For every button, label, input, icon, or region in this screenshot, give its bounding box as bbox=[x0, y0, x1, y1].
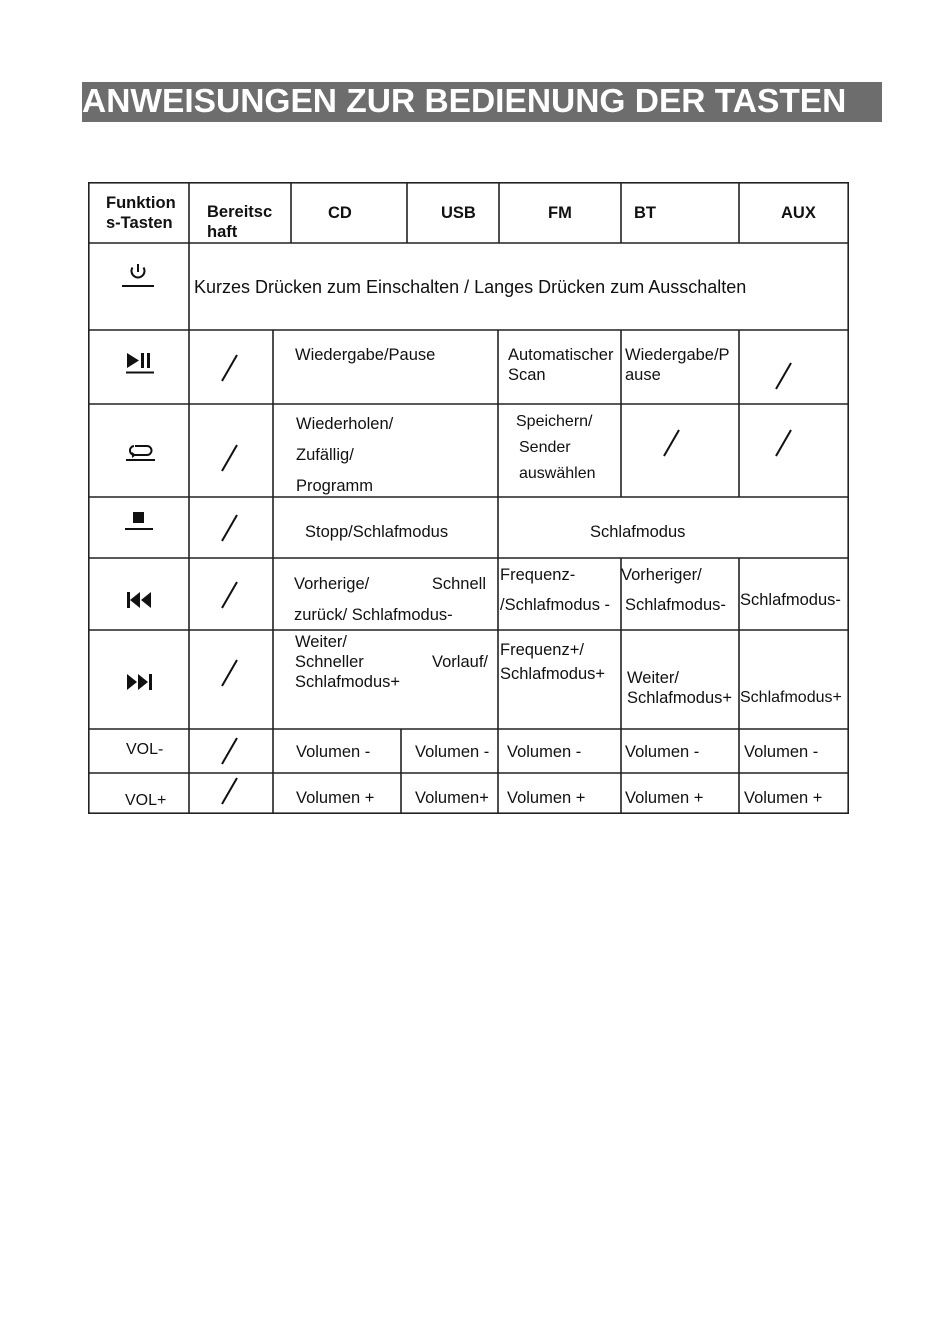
standby-na-next bbox=[220, 659, 240, 692]
play-bt-line2: ause bbox=[625, 366, 661, 384]
header-bt: BT bbox=[634, 204, 656, 222]
bt-na-repeat bbox=[662, 429, 682, 462]
prev-cd-usb bbox=[294, 569, 486, 631]
title-bar bbox=[82, 82, 882, 122]
repeat-fm bbox=[516, 409, 596, 487]
standby-na-prev bbox=[220, 581, 240, 614]
standby-na-vol-plus bbox=[220, 777, 240, 810]
header-standby-line2: haft bbox=[207, 223, 238, 241]
standby-na-stop bbox=[220, 514, 240, 547]
function-table bbox=[88, 182, 849, 814]
header-aux: AUX bbox=[781, 204, 816, 222]
header-function-keys bbox=[106, 193, 176, 233]
vol-minus-label: VOL- bbox=[126, 741, 164, 758]
prev-fm-line1: Frequenz- bbox=[500, 566, 576, 584]
vol-plus-aux: Volumen + bbox=[744, 789, 823, 807]
header-usb: USB bbox=[441, 204, 476, 222]
aux-na-repeat bbox=[774, 429, 794, 462]
prev-cd-usb-line1 bbox=[294, 569, 486, 600]
next-fm bbox=[500, 638, 605, 686]
slash-mark bbox=[220, 354, 240, 382]
vol-plus-cd: Volumen + bbox=[296, 789, 375, 807]
slash-mark bbox=[662, 429, 682, 457]
aux-na-play bbox=[774, 362, 794, 395]
repeat-fm-line1: Speichern/ bbox=[516, 413, 593, 430]
header-cd: CD bbox=[328, 204, 352, 222]
play-bt bbox=[625, 345, 730, 385]
next-cd-usb-line1: Weiter/ bbox=[295, 633, 347, 651]
vol-plus-fm: Volumen + bbox=[507, 789, 586, 807]
power-description: Kurzes Drücken zum Einschalten / Langes Drücken zum Ausschalten bbox=[194, 277, 747, 297]
prev-bt-line2: Schlafmodus- bbox=[625, 596, 726, 614]
repeat-cd-usb-line3: Programm bbox=[296, 477, 374, 495]
prev-bt bbox=[621, 560, 726, 620]
vol-minus-usb: Volumen - bbox=[415, 743, 490, 761]
slash-mark bbox=[220, 737, 240, 765]
standby-na-vol-minus bbox=[220, 737, 240, 770]
vol-minus-aux: Volumen - bbox=[744, 743, 819, 761]
slash-mark bbox=[220, 514, 240, 542]
next-fm-line2: Schlafmodus+ bbox=[500, 665, 606, 683]
header-function-keys-line1: Funktion bbox=[106, 194, 176, 212]
repeat-fm-line2: Sender bbox=[519, 439, 571, 456]
slash-mark bbox=[220, 659, 240, 687]
standby-na-repeat bbox=[220, 444, 240, 477]
repeat-icon bbox=[126, 443, 156, 463]
vol-plus-bt: Volumen + bbox=[625, 789, 704, 807]
stop-fm-bt-aux: Schlafmodus bbox=[590, 523, 686, 541]
slash-mark bbox=[220, 444, 240, 472]
stop-icon bbox=[124, 511, 154, 533]
prev-fm-line2: /Schlafmodus - bbox=[500, 596, 611, 614]
next-cd-usb-line2 bbox=[295, 652, 488, 672]
repeat-cd-usb-line1: Wiederholen/ bbox=[296, 415, 394, 433]
prev-cd-usb-line2: zurück/ Schlafmodus- bbox=[294, 606, 453, 624]
next-cd-usb-line3: Schlafmodus+ bbox=[295, 673, 401, 691]
slash-mark bbox=[220, 581, 240, 609]
stop-cd-usb: Stopp/Schlafmodus bbox=[305, 523, 449, 541]
repeat-cd-usb-line2: Zufällig/ bbox=[296, 446, 354, 464]
next-bt-line2: Schlafmodus+ bbox=[627, 689, 733, 707]
prev-cd-usb-line1b: Schnell bbox=[431, 575, 486, 593]
vol-plus-label: VOL+ bbox=[125, 792, 167, 809]
play-cd-usb: Wiedergabe/Pause bbox=[295, 346, 436, 364]
prev-bt-line1: Vorheriger/ bbox=[621, 566, 702, 584]
play-bt-line1: Wiedergabe/P bbox=[625, 346, 730, 364]
standby-na-play bbox=[220, 354, 240, 387]
slash-mark bbox=[774, 362, 794, 390]
next-cd-usb-line2a: Schneller bbox=[295, 653, 364, 671]
page-title: ANWEISUNGEN ZUR BEDIENUNG DER TASTEN bbox=[82, 83, 847, 120]
play-pause-icon bbox=[126, 351, 156, 375]
header-fm: FM bbox=[548, 204, 572, 222]
next-bt bbox=[627, 668, 732, 708]
next-fm-line1: Frequenz+/ bbox=[500, 641, 584, 659]
play-fm bbox=[508, 345, 613, 385]
repeat-fm-line3: auswählen bbox=[519, 465, 596, 482]
vol-minus-bt: Volumen - bbox=[625, 743, 700, 761]
play-fm-line1: Automatischer bbox=[508, 346, 614, 364]
next-cd-usb bbox=[295, 632, 488, 692]
slash-mark bbox=[220, 777, 240, 805]
prev-fm bbox=[500, 560, 610, 620]
header-function-keys-line2: s-Tasten bbox=[106, 214, 173, 232]
power-icon bbox=[120, 262, 156, 290]
next-cd-usb-line2b: Vorlauf/ bbox=[432, 653, 488, 671]
header-standby-line1: Bereitsc bbox=[207, 203, 273, 221]
previous-icon bbox=[126, 591, 154, 609]
prev-aux: Schlafmodus- bbox=[740, 591, 841, 609]
prev-cd-usb-line1a: Vorherige/ bbox=[294, 575, 370, 593]
vol-minus-cd: Volumen - bbox=[296, 743, 371, 761]
header-standby bbox=[207, 202, 272, 242]
vol-minus-fm: Volumen - bbox=[507, 743, 582, 761]
next-bt-line1: Weiter/ bbox=[627, 669, 679, 687]
next-aux: Schlafmodus+ bbox=[740, 689, 842, 706]
vol-plus-usb: Volumen+ bbox=[415, 789, 489, 807]
play-fm-line2: Scan bbox=[508, 366, 546, 384]
slash-mark bbox=[774, 429, 794, 457]
repeat-cd-usb bbox=[296, 409, 393, 502]
next-icon bbox=[126, 673, 154, 691]
